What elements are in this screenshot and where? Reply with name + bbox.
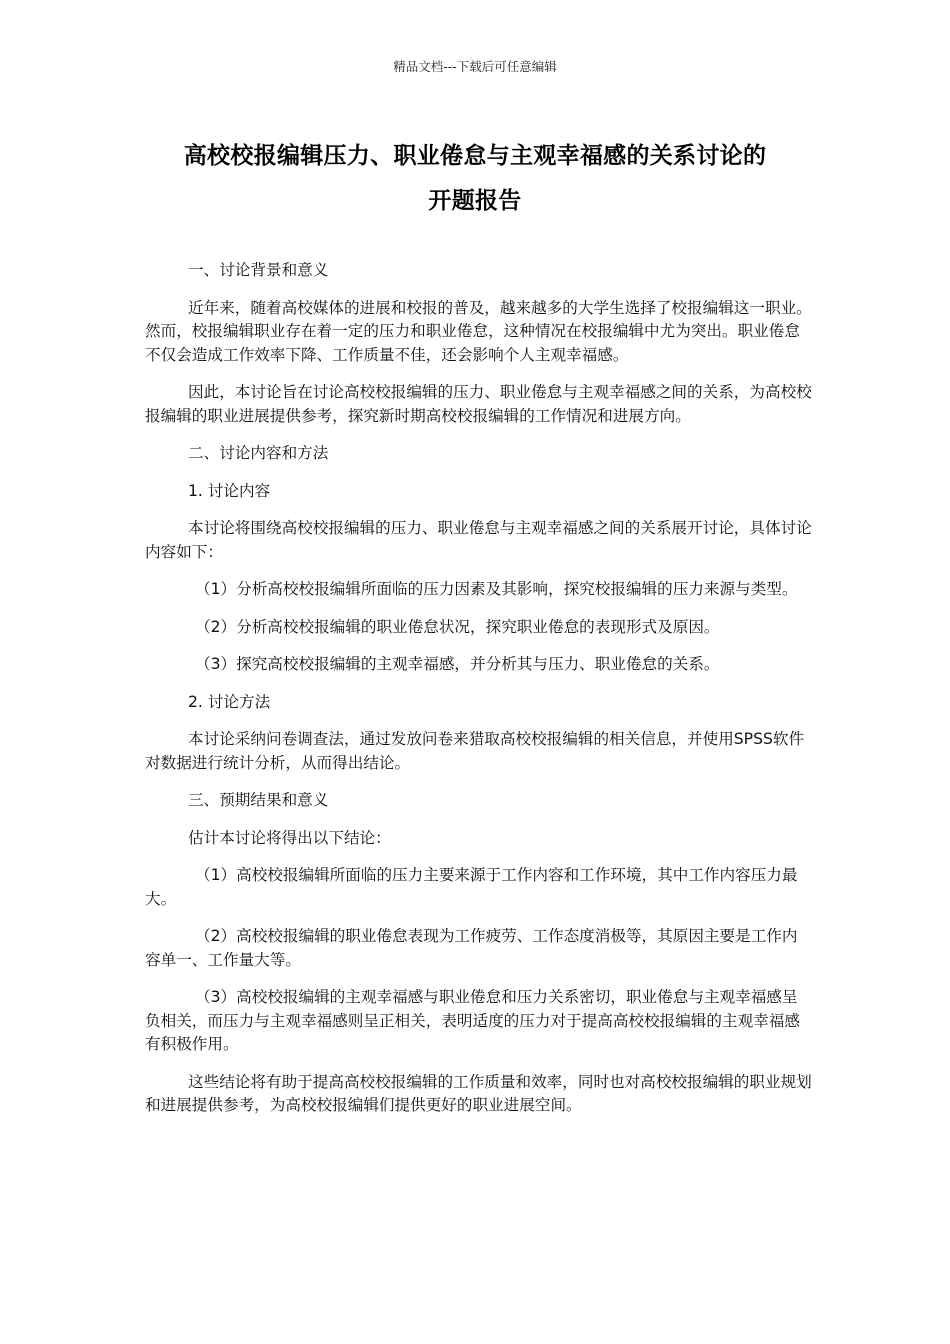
document-title (100, 134, 850, 224)
list-item-content-3: （3）探究高校校报编辑的主观幸福感，并分析其与压力、职业倦怠的关系。 (195, 655, 720, 673)
list-item-result-1: （1）高校校报编辑所面临的压力主要来源于工作内容和工作环境，其中工作内容压力最大。 (145, 866, 798, 908)
list-item-content-2: （2）分析高校校报编辑的职业倦怠状况，探究职业倦怠的表现形式及原因。 (195, 617, 720, 636)
title-line-2: 开题报告 (428, 188, 522, 214)
list-item-result-3: （3）高校校报编辑的主观幸福感与职业倦怠和压力关系密切，职业倦怠与主观幸福感呈负相关，而压力与主观幸福感则呈正相关，表明适度的压力对于提高高校校报编辑的主观幸福感有积极作用。 (145, 988, 800, 1053)
section-heading-expected-results: 三、预期结果和意义 (188, 791, 329, 809)
section-heading-background: 一、讨论背景和意义 (188, 261, 329, 279)
list-item-result-2: （2）高校校报编辑的职业倦怠表现为工作疲劳、工作态度消极等，其原因主要是工作内容单一、工作量大等。 (145, 927, 798, 969)
paragraph-purpose: 因此，本讨论旨在讨论高校校报编辑的压力、职业倦怠与主观幸福感之间的关系，为高校校报编辑的职业进展提供参考，探究新时期高校校报编辑的工作情况和进展方向。 (145, 383, 812, 425)
document-body (145, 259, 813, 1132)
list-item-content-1: （1）分析高校校报编辑所面临的压力因素及其影响，探究校报编辑的压力来源与类型。 (195, 580, 798, 598)
header-note: 精品文档---下载后可任意编辑 (393, 59, 557, 74)
section-heading-content-method: 二、讨论内容和方法 (188, 444, 329, 462)
paragraph-content-intro: 本讨论将围绕高校校报编辑的压力、职业倦怠与主观幸福感之间的关系展开讨论，具体讨论内容如下： (145, 519, 812, 561)
paragraph-background: 近年来，随着高校媒体的进展和校报的普及，越来越多的大学生选择了校报编辑这一职业。然而，校报编辑职业存在着一定的压力和职业倦怠，这种情况在校报编辑中尤为突出。职业倦怠不仅会造成工作效率下降、工作质量不佳，还会影响个人主观幸福感。 (145, 298, 812, 364)
paragraph-method: 本讨论采纳问卷调查法，通过发放问卷来猎取高校校报编辑的相关信息，并使用SPSS软件对数据进行统计分析，从而得出结论。 (145, 730, 805, 772)
paragraph-results-intro: 估计本讨论将得出以下结论： (188, 828, 391, 847)
title-line-1: 高校校报编辑压力、职业倦怠与主观幸福感的关系讨论的 (183, 143, 767, 169)
subheading-content: 1. 讨论内容 (188, 481, 271, 500)
paragraph-conclusion: 这些结论将有助于提高高校校报编辑的工作质量和效率，同时也对高校校报编辑的职业规划和进展提供参考，为高校校报编辑们提供更好的职业进展空间。 (145, 1072, 812, 1114)
subheading-method: 2. 讨论方法 (188, 692, 271, 711)
